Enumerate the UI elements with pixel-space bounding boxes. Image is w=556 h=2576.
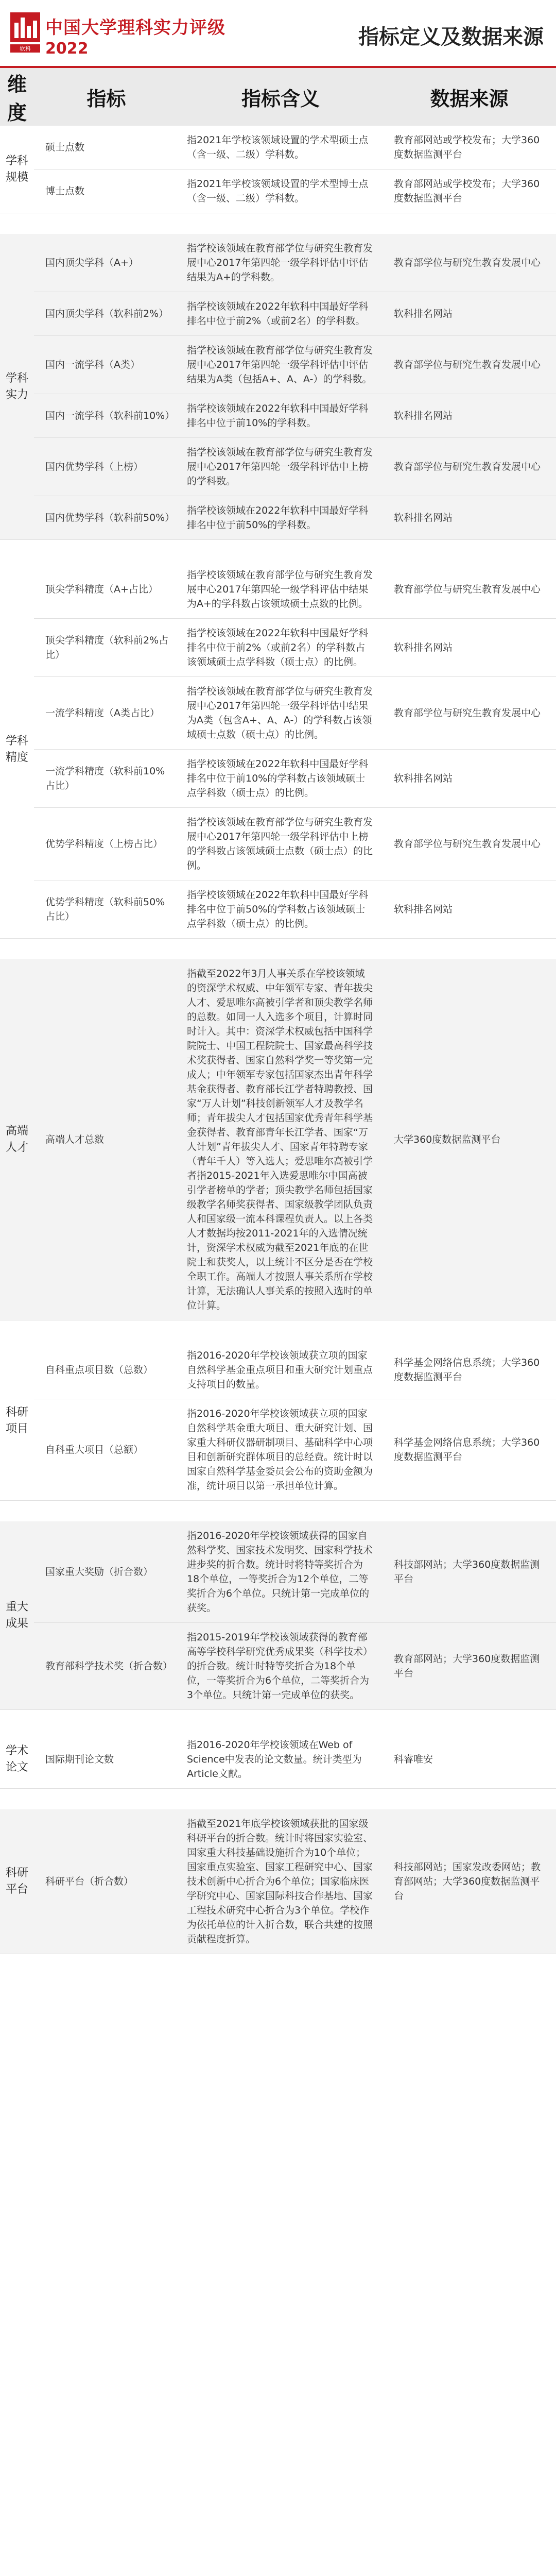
brand-year: 2022 [45, 40, 89, 58]
group-separator [0, 939, 556, 960]
table-row [0, 1623, 556, 1710]
meaning-cell: 指学校该领域在2022年软科中国最好学科排名中位于前10%的学科数占该领域硕士点学科数（硕士点）的比例。 [179, 750, 383, 808]
source-cell: 教育部网站；大学360度数据监测平台 [383, 1623, 556, 1710]
indicator-cell: 博士点数 [34, 170, 179, 213]
source-cell: 软科排名网站 [383, 496, 556, 540]
indicator-cell: 教育部科学技术奖（折合数） [34, 1623, 179, 1710]
source-cell: 教育部学位与研究生教育发展中心 [383, 561, 556, 619]
dimension-cell: 重大成果 [0, 1521, 34, 1710]
indicator-cell: 国内顶尖学科（A+） [34, 234, 179, 292]
page-header [0, 0, 556, 68]
indicator-cell: 一流学科精度（A类占比） [34, 677, 179, 750]
table-row [0, 880, 556, 939]
meaning-cell: 指学校该领域在2022年软科中国最好学科排名中位于前2%（或前2名）的学科数占该领域硕士点学科数（硕士点）的比例。 [179, 619, 383, 677]
meaning-cell: 指学校该领域在教育部学位与研究生教育发展中心2017年第四轮一级学科评估中评估结果为A类（包括A+、A、A-）的学科数。 [179, 336, 383, 394]
indicator-cell: 国际期刊论文数 [34, 1731, 179, 1789]
meaning-cell: 指2021年学校该领域设置的学术型博士点（含一级、二级）学科数。 [179, 170, 383, 213]
group-separator [0, 540, 556, 561]
indicator-cell: 顶尖学科精度（A+占比） [34, 561, 179, 619]
dimension-cell: 科研平台 [0, 1809, 34, 1954]
indicator-cell: 国内顶尖学科（软科前2%） [34, 292, 179, 336]
source-cell: 教育部学位与研究生教育发展中心 [383, 234, 556, 292]
table-row [0, 750, 556, 808]
meaning-cell: 指2016-2020年学校该领域获得的国家自然科学奖、国家技术发明奖、国家科学技术进步奖的折合数。统计时将特等奖折合为18个单位，一等奖折合为12个单位，二等奖折合为6个单位。只统计第一完成单位的获奖。 [179, 1521, 383, 1623]
indicator-cell: 优势学科精度（软科前50%占比） [34, 880, 179, 939]
table-row [0, 234, 556, 292]
svg-text:软科: 软科 [20, 45, 31, 52]
indicator-cell: 国内优势学科（软科前50%） [34, 496, 179, 540]
dimension-cell: 高端人才 [0, 959, 34, 1320]
source-cell: 软科排名网站 [383, 750, 556, 808]
table-row [0, 1731, 556, 1789]
dimension-cell: 科研项目 [0, 1341, 34, 1501]
shanghai-ranking-logo [10, 12, 40, 53]
table-row [0, 561, 556, 619]
table-row [0, 619, 556, 677]
source-cell: 教育部网站或学校发布；大学360度数据监测平台 [383, 170, 556, 213]
indicator-cell: 优势学科精度（上榜占比） [34, 808, 179, 880]
indicator-cell: 顶尖学科精度（软科前2%占比） [34, 619, 179, 677]
indicator-cell: 自科重大项目（总额） [34, 1399, 179, 1501]
group-separator [0, 213, 556, 234]
table-row [0, 292, 556, 336]
source-cell: 软科排名网站 [383, 292, 556, 336]
meaning-cell: 指2016-2020年学校该领域获立项的国家自然科学基金重大项目、重大研究计划、国家重大科研仪器研制项目、基础科学中心项目和创新研究群体项目的总经费。统计时以国家自然科学基金委员会公布的资助金额为准，统计项目以第一承担单位计算。 [179, 1399, 383, 1501]
dimension-cell: 学术论文 [0, 1731, 34, 1789]
table-row [0, 808, 556, 880]
meaning-cell: 指截至2021年底学校该领域获批的国家级科研平台的折合数。统计时将国家实验室、国家重大科技基础设施折合为10个单位；国家重点实验室、国家工程研究中心、国家技术创新中心折合为6个单位；国家临床医学研究中心、国家国际科技合作基地、国家工程技术研究中心折合为3个单位。学校作为依托单位的计入折合数，联合共建的按照贡献程度折算。 [179, 1809, 383, 1954]
indicator-cell: 国内一流学科（A类） [34, 336, 179, 394]
dimension-cell: 学科规模 [0, 126, 34, 213]
indicator-cell: 国内一流学科（软科前10%） [34, 394, 179, 438]
page-title: 指标定义及数据来源 [358, 25, 544, 49]
source-cell: 教育部学位与研究生教育发展中心 [383, 677, 556, 750]
brand [45, 13, 225, 58]
group-separator [0, 1710, 556, 1731]
table-row [0, 1809, 556, 1954]
meaning-cell: 指学校该领域在2022年软科中国最好学科排名中位于前50%的学科数占该领域硕士点学科数（硕士点）的比例。 [179, 880, 383, 939]
table-row [0, 438, 556, 496]
meaning-cell: 指2016-2020年学校该领域在Web of Science中发表的论文数量。统计类型为Article文献。 [179, 1731, 383, 1789]
table-header-row [0, 68, 556, 126]
source-cell: 教育部学位与研究生教育发展中心 [383, 438, 556, 496]
table-row [0, 677, 556, 750]
table-row [0, 126, 556, 170]
table-row [0, 959, 556, 1320]
dimension-cell: 学科精度 [0, 561, 34, 939]
group-separator [0, 1789, 556, 1810]
meaning-cell: 指学校该领域在教育部学位与研究生教育发展中心2017年第四轮一级学科评估中上榜的学科数占该领域硕士点数（硕士点）的比例。 [179, 808, 383, 880]
table-row [0, 1341, 556, 1399]
indicator-cell: 高端人才总数 [34, 959, 179, 1320]
meaning-cell: 指学校该领域在2022年软科中国最好学科排名中位于前2%（或前2名）的学科数。 [179, 292, 383, 336]
indicator-cell: 一流学科精度（软科前10%占比） [34, 750, 179, 808]
table-row [0, 1521, 556, 1623]
indicator-table [0, 68, 556, 1954]
indicator-cell: 国内优势学科（上榜） [34, 438, 179, 496]
table-row [0, 336, 556, 394]
table-row [0, 170, 556, 213]
indicator-cell: 科研平台（折合数） [34, 1809, 179, 1954]
meaning-cell: 指学校该领域在教育部学位与研究生教育发展中心2017年第四轮一级学科评估中评估结果为A+的学科数。 [179, 234, 383, 292]
source-cell: 科技部网站；国家发改委网站；教育部网站；大学360度数据监测平台 [383, 1809, 556, 1954]
col-header-meaning: 指标含义 [179, 68, 383, 126]
meaning-cell: 指2016-2020年学校该领域获立项的国家自然科学基金重点项目和重大研究计划重点支持项目的数量。 [179, 1341, 383, 1399]
meaning-cell: 指学校该领域在教育部学位与研究生教育发展中心2017年第四轮一级学科评估中上榜的学科数。 [179, 438, 383, 496]
source-cell: 教育部学位与研究生教育发展中心 [383, 808, 556, 880]
indicator-cell: 自科重点项目数（总数） [34, 1341, 179, 1399]
brand-name: 中国大学理科实力评级 [45, 18, 225, 38]
source-cell: 软科排名网站 [383, 394, 556, 438]
col-header-indicator: 指标 [34, 68, 179, 126]
meaning-cell: 指截至2022年3月人事关系在学校该领域的资深学术权威、中年领军专家、青年拔尖人才、爱思唯尔高被引学者和顶尖教学名师的总数。如同一人入选多个项目，计算时同时计入。其中：资深学术权威包括中国科学院院士、中国工程院院士、国家最高科学技术奖获得者、国家自然科学奖一等奖第一完成人；中年领军专家包括国家杰出青年科学基金获得者、教育部长江学者特聘教授、国家“万人计划”科技创新领军人才及教学名师；青年拔尖人才包括国家优秀青年科学基金获得者、教育部青年长江学者、国家“万人计划”青年拔尖人才、国家青年特聘专家（青年千人）等入选人；爱思唯尔高被引学者指2015-2021年入选爱思唯尔中国高被引学者榜单的学者；顶尖教学名师包括国家级教学名师奖获得者、国家级教学团队负责人和国家级一流本科课程负责人。以上各类人才数据均按2011-2021年的入选情况统计，资深学术权威为截至2021年底的在世院士和获奖人，以上统计不区分是否在学校全职工作。高端人才按照人事关系所在学校计算，无法确认人事关系的按照入选时的单位计算。 [179, 959, 383, 1320]
indicator-cell: 硕士点数 [34, 126, 179, 170]
source-cell: 科学基金网络信息系统；大学360度数据监测平台 [383, 1399, 556, 1501]
source-cell: 科学基金网络信息系统；大学360度数据监测平台 [383, 1341, 556, 1399]
group-separator [0, 1501, 556, 1522]
meaning-cell: 指学校该领域在教育部学位与研究生教育发展中心2017年第四轮一级学科评估中结果为A+的学科数占该领域硕士点数的比例。 [179, 561, 383, 619]
source-cell: 科技部网站；大学360度数据监测平台 [383, 1521, 556, 1623]
col-header-source: 数据来源 [383, 68, 556, 126]
group-separator [0, 1320, 556, 1342]
table-row [0, 1399, 556, 1501]
source-cell: 教育部学位与研究生教育发展中心 [383, 336, 556, 394]
source-cell: 软科排名网站 [383, 619, 556, 677]
table-row [0, 496, 556, 540]
meaning-cell: 指学校该领域在教育部学位与研究生教育发展中心2017年第四轮一级学科评估中结果为A类（包含A+、A、A-）的学科数占该领域硕士点数（硕士点）的比例。 [179, 677, 383, 750]
meaning-cell: 指学校该领域在2022年软科中国最好学科排名中位于前50%的学科数。 [179, 496, 383, 540]
col-header-dimension: 维度 [0, 68, 34, 126]
indicator-cell: 国家重大奖励（折合数） [34, 1521, 179, 1623]
source-cell: 大学360度数据监测平台 [383, 959, 556, 1320]
table-row [0, 394, 556, 438]
source-cell: 科睿唯安 [383, 1731, 556, 1789]
source-cell: 软科排名网站 [383, 880, 556, 939]
source-cell: 教育部网站或学校发布；大学360度数据监测平台 [383, 126, 556, 170]
meaning-cell: 指2015-2019年学校该领域获得的教育部高等学校科学研究优秀成果奖（科学技术）的折合数。统计时特等奖折合为18个单位，一等奖折合为6个单位，二等奖折合为3个单位。只统计第一完成单位的获奖。 [179, 1623, 383, 1710]
dimension-cell: 学科实力 [0, 234, 34, 540]
meaning-cell: 指2021年学校该领域设置的学术型硕士点（含一级、二级）学科数。 [179, 126, 383, 170]
meaning-cell: 指学校该领域在2022年软科中国最好学科排名中位于前10%的学科数。 [179, 394, 383, 438]
